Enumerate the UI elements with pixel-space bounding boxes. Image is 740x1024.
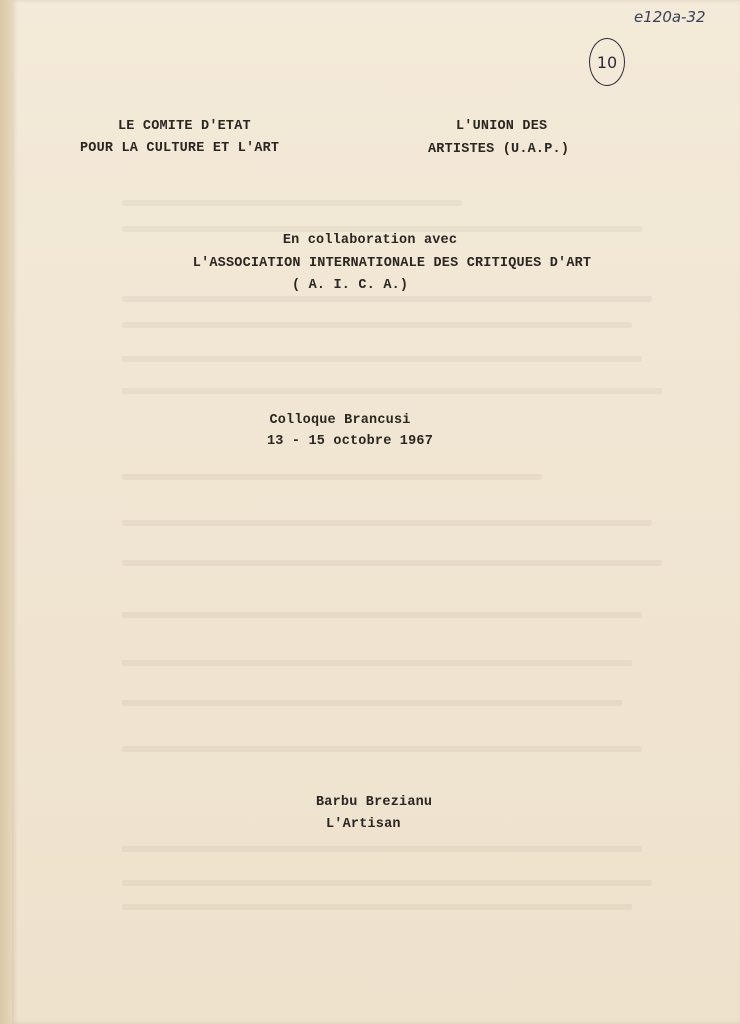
collab-line2: L'ASSOCIATION INTERNATIONALE DES CRITIQUES D'ART: [192, 256, 592, 271]
bleed-through-line: [122, 388, 662, 394]
author-name: Barbu Brezianu: [316, 795, 433, 810]
page-number: 10: [596, 52, 618, 72]
bleed-through-line: [122, 660, 632, 666]
page-edge: [0, 0, 12, 1024]
bleed-through-line: [122, 296, 652, 302]
bleed-through-line: [122, 474, 542, 480]
bleed-through-line: [122, 612, 642, 618]
bleed-through-line: [122, 200, 462, 206]
archive-reference: e120a-32: [634, 8, 706, 26]
collab-line1: En collaboration avec: [282, 233, 458, 248]
bleed-through-line: [122, 322, 632, 328]
bleed-through-line: [122, 904, 632, 910]
header-right-line2: ARTISTES (U.A.P.): [428, 142, 570, 157]
collab-line3: ( A. I. C. A.): [292, 278, 409, 293]
bleed-through-line: [122, 226, 642, 232]
bleed-through-line: [122, 520, 652, 526]
bleed-through-line: [122, 746, 642, 752]
header-left-line2: POUR LA CULTURE ET L'ART: [80, 141, 280, 156]
header-right-line1: L'UNION DES: [456, 119, 548, 134]
bleed-through-line: [122, 880, 652, 886]
bleed-through-line: [122, 356, 642, 362]
event-title: Colloque Brancusi: [269, 413, 411, 428]
bleed-through-line: [122, 560, 662, 566]
event-dates: 13 - 15 octobre 1967: [266, 434, 434, 449]
bleed-through-line: [122, 700, 622, 706]
paper-title: L'Artisan: [326, 817, 401, 832]
bleed-through-line: [122, 846, 642, 852]
header-left-line1: LE COMITE D'ETAT: [118, 119, 251, 134]
page-number-circle: [589, 38, 625, 86]
